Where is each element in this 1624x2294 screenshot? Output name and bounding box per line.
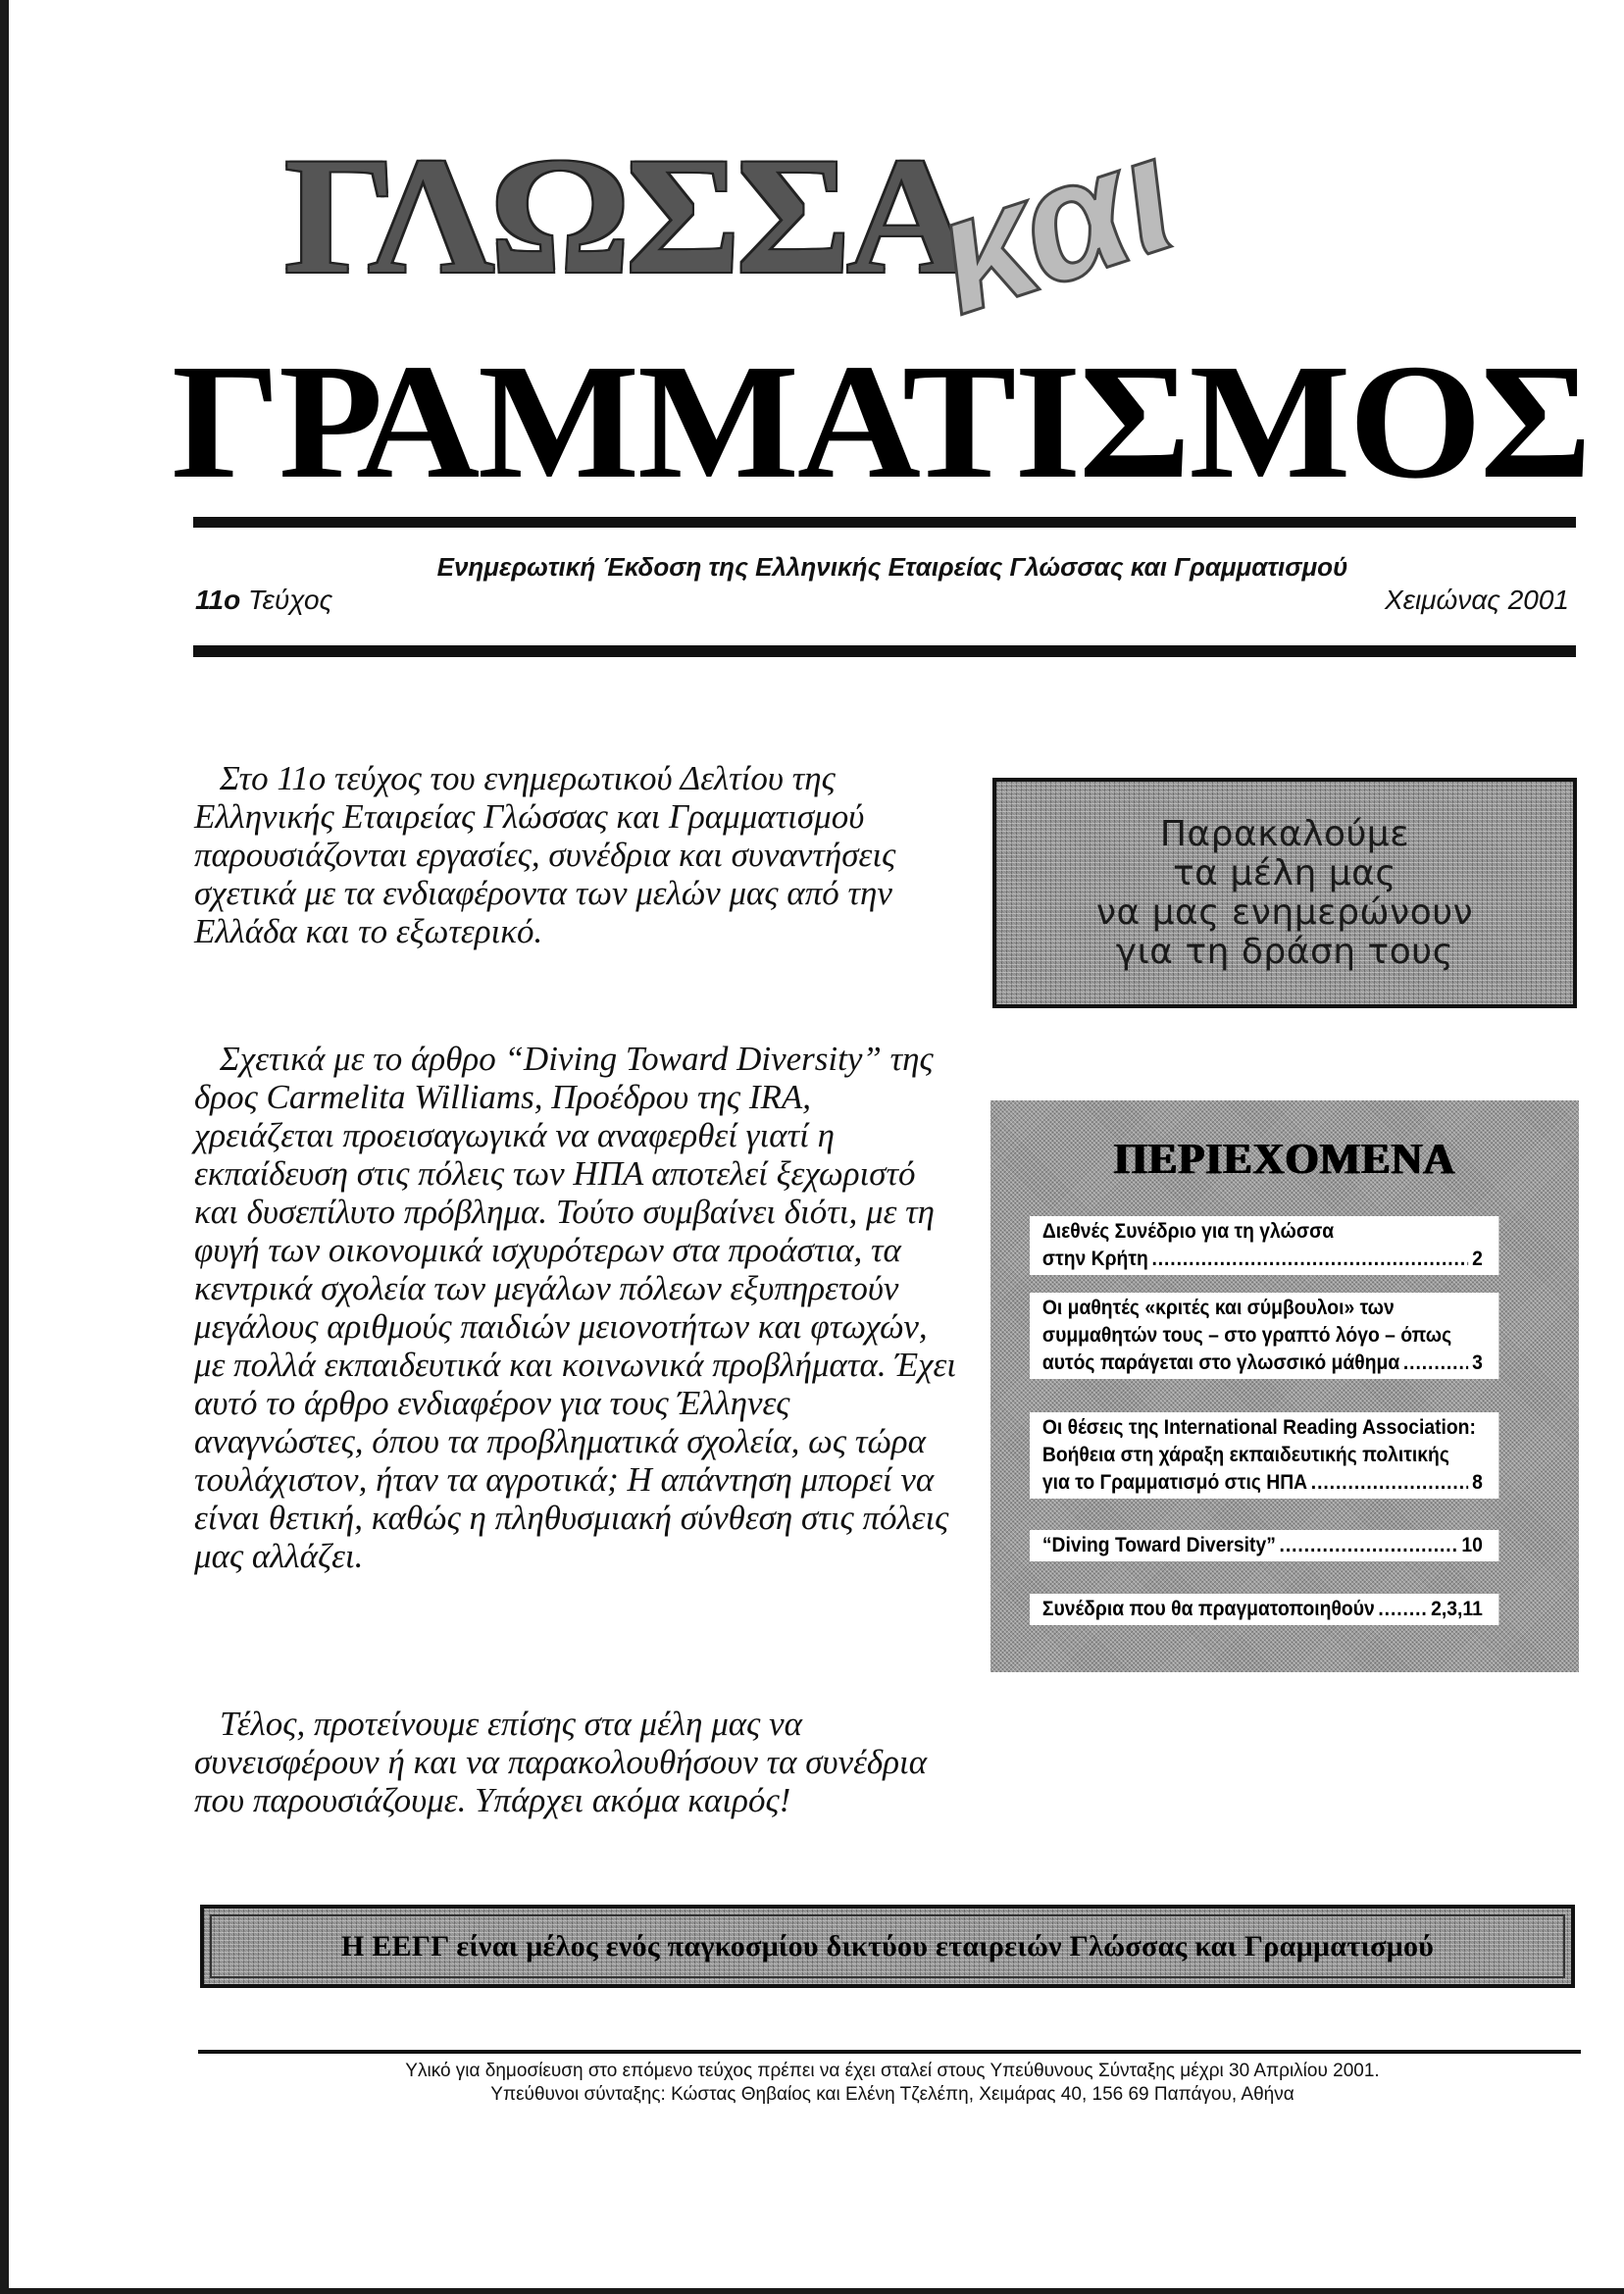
toc-item-title-line: αυτός παράγεται στο γλωσσικό μάθημα [1041,1351,1400,1374]
toc-leader-dots [1311,1469,1469,1497]
toc-item-title-line: Οι μαθητές «κριτές και σύμβουλοι» των [1041,1297,1395,1319]
article-paragraph-diversity: Σχετικά με το άρθρο “Diving Toward Diversity” της δρος Carmelita Williams, Προέδρου της IRA, χρειάζεται προεισαγωγικά να αναφερθεί γιατί η εκπαίδευση στις πόλεις των ΗΠΑ αποτελεί ξεχωριστό και δυσεπίλυτο πρόβλημα. Τούτο συμβαίνει διότι, με τη φυγή των οικονομικά ισχυρότερων στα προάστια, τα κεντρικά σχολεία των μεγάλων πόλεων εξυπηρετούν μεγάλους αριθμούς παιδιών μειονοτήτων και φτωχών, με πολλά εκπαιδευτικά και κοινωνικά προβλήματα. Έχει αυτό το άρθρο ενδιαφέρον για τους Έλληνες αναγνώστες, όπου τα προβληματικά σχολεία, ως τώρα τουλάχιστον, ήταν τα αγροτικά; Η απάντηση μπορεί να είναι θετική, καθώς η πληθυσμιακή σύνθεση στις πόλεις μας αλλάζει. [194,1040,957,1575]
title-kai-script: και [912,99,1196,350]
toc-page-number: 2 [1472,1248,1483,1270]
footer [196,2060,1589,2107]
table-of-contents [990,1100,1579,1672]
contents-heading: ΠΕΡΙΕΧΟΜΕΝΑ [1113,1135,1456,1183]
notice-line: για τη δράση τους [1115,931,1454,972]
notice-box [992,778,1577,1008]
title-grammatismos: ΓΡΑΜΜΑΤΙΣΜΟΣ [172,331,1591,513]
issue-season: Χειμώνας 2001 [1384,585,1569,615]
toc-item-title-line: Συνέδρια που θα πραγματοποιηθούν [1041,1598,1375,1620]
toc-item-title-line: στην Κρήτη [1041,1248,1148,1270]
masthead-rule-top [193,517,1576,528]
toc-item-title-line: συμμαθητών τους – στο γραπτό λόγο – όπως [1041,1324,1452,1347]
title-glossa: ΓΛΩΣΣΑ [284,124,970,308]
footer-deadline-note: Υλικό για δημοσίευση στο επόμενο τεύχος πρέπει να έχει σταλεί στους Υπεύθυνους Σύνταξης μέχρι 30 Απριλίου 2001. [405,2061,1380,2081]
notice-line: τα μέλη μας [1172,852,1397,893]
toc-item-title-line: Βοήθεια στη χάραξη εκπαιδευτικής πολιτικής [1041,1444,1449,1466]
notice-line: Παρακαλούμε [1159,813,1410,854]
scan-edge-bottom [0,2288,1624,2294]
toc-item-title-line: “Diving Toward Diversity” [1041,1534,1276,1556]
toc-item-title-line: για το Γραμματισμό στις ΗΠΑ [1041,1471,1308,1494]
issue-number: 11ο [195,585,241,615]
masthead [0,0,1624,513]
toc-page-number: 2,3,11 [1431,1598,1483,1620]
toc-item[interactable] [1030,1412,1498,1499]
toc-item[interactable] [1030,1293,1498,1379]
article-paragraph-closing: Τέλος, προτείνουμε επίσης στα μέλη μας να συνεισφέρουν ή και να παρακολουθήσουν τα συνέδρια που παρουσιάζουμε. Υπάρχει ακόμα καιρός! [194,1705,928,1819]
toc-item-title-line: Οι θέσεις της International Reading Association: [1041,1416,1476,1439]
toc-leader-dots [1378,1596,1427,1623]
toc-item[interactable] [1030,1594,1498,1625]
toc-item[interactable] [1030,1216,1498,1275]
toc-page-number: 10 [1461,1534,1483,1556]
masthead-rule-bottom [193,645,1576,657]
notice-line: να μας ενημερώνουν [1095,892,1474,933]
toc-page-number: 3 [1472,1351,1483,1374]
issue-label [195,585,332,616]
banner-text: Η ΕΕΓΓ είναι μέλος ενός παγκοσμίου δικτύου εταιρειών Γλώσσας και Γραμματισμού [340,1929,1435,1963]
footer-editors: Υπεύθυνοι σύνταξης: Κώστας Θηβαίος και Ελένη Τζελέπη, Χειμάρας 40, 156 69 Παπάγου, Αθήνα [490,2084,1294,2105]
toc-leader-dots [1403,1350,1469,1377]
toc-item[interactable] [1030,1530,1498,1561]
toc-leader-dots [1280,1532,1458,1559]
issue-word: Τεύχος [247,585,333,615]
article-paragraph-intro: Στο 11ο τεύχος του ενημερωτικού Δελτίου της Ελληνικής Εταιρείας Γλώσσας και Γραμματισμού παρουσιάζονται εργασίες, συνέδρια και συναντήσεις σχετικά με τα ενδιαφέροντα των μελών μας από την Ελλάδα και το εξωτερικό. [194,759,896,950]
toc-item-title-line: Διεθνές Συνέδριο για τη γλώσσα [1041,1220,1335,1243]
membership-banner [200,1905,1575,1988]
footer-rule [198,2050,1581,2054]
toc-page-number: 8 [1472,1471,1483,1494]
publication-subtitle: Ενημερωτική Έκδοση της Ελληνικής Εταιρείας Γλώσσας και Γραμματισμού [436,552,1348,582]
toc-leader-dots [1151,1246,1468,1273]
